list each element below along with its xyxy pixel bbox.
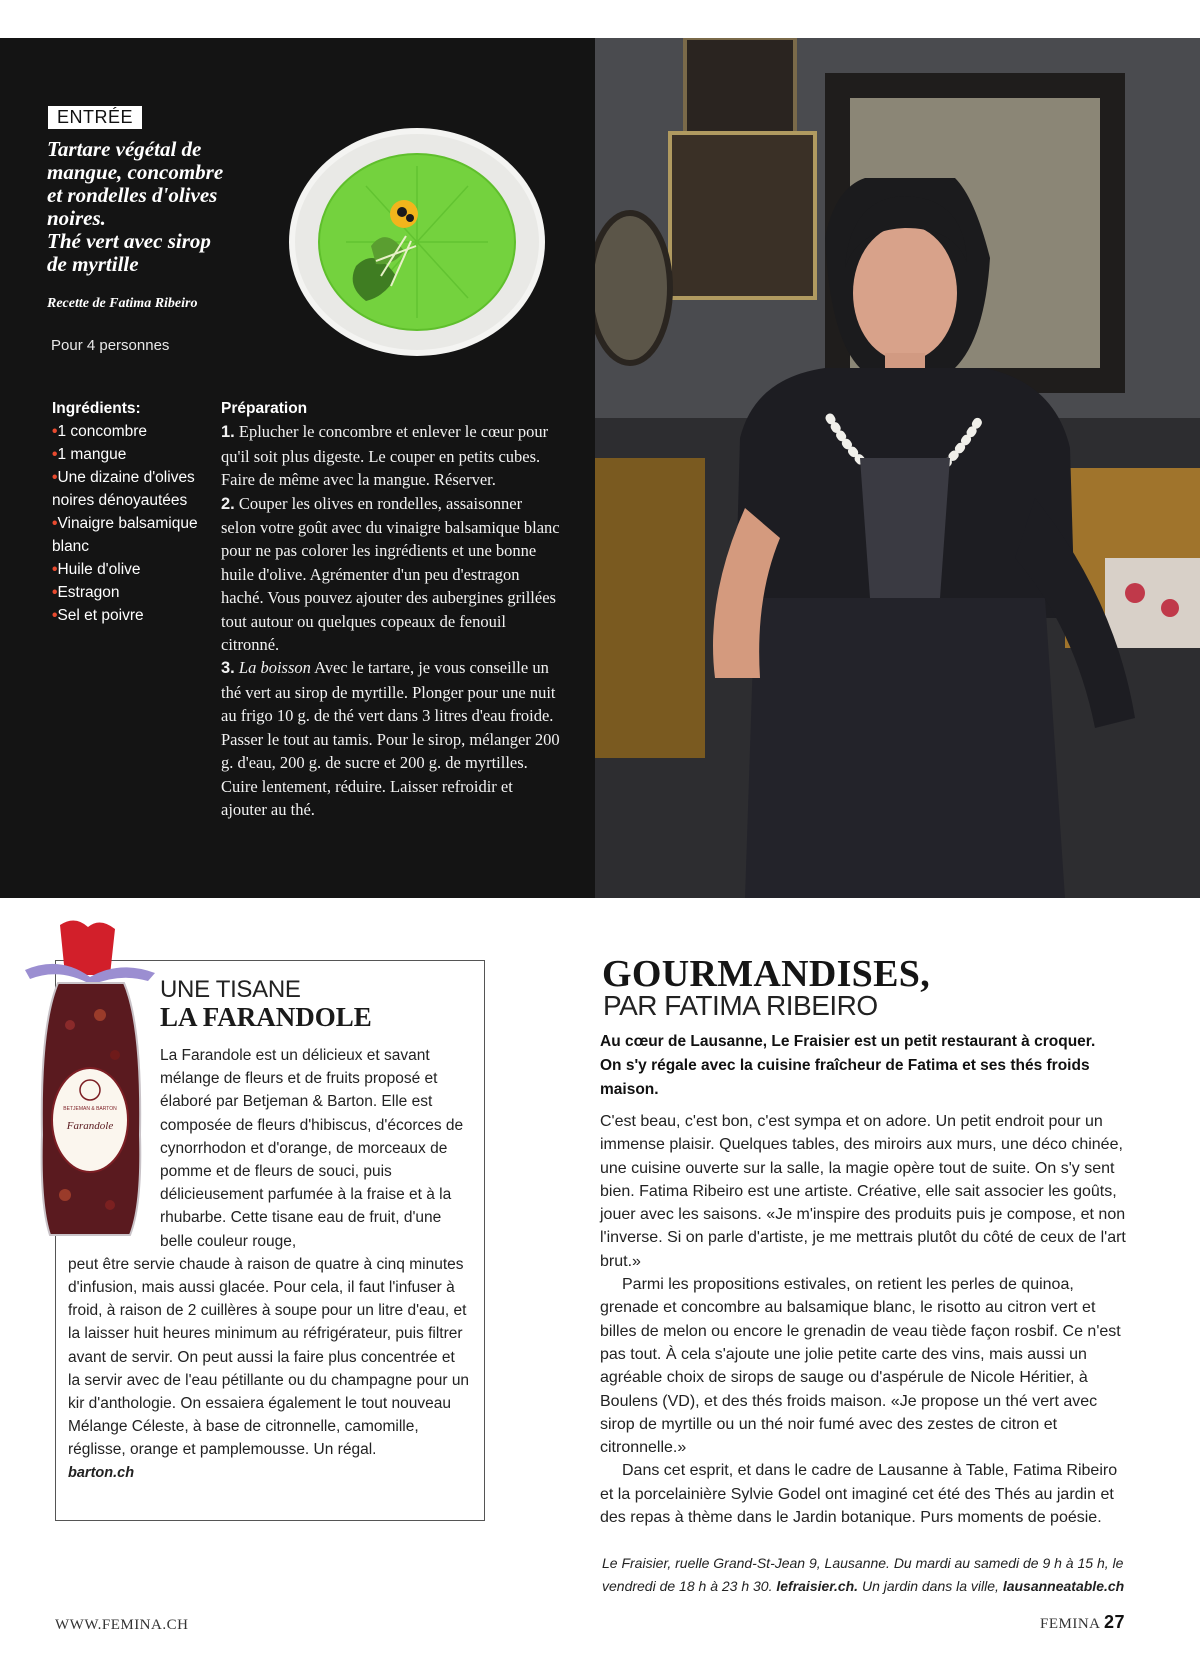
ingredient-item: •Une dizaine d'olives noires dénoyautées [52,469,195,509]
preparation-step: 2. Couper les olives en rondelles, assaisonner selon votre goût avec du vinaigre balsamique blanc pour ne pas colorer les ingrédients et une bonne huile d'olive. Agrémenter d'un peu d'estragon haché. Vous pouvez ajouter des aubergines grillées tout autour ou quelques copeaux de fenouil citronné. [221,493,560,655]
ingredients-heading: Ingrédients: [52,400,141,417]
article-byline: PAR FATIMA RIBEIRO [603,990,878,1021]
sidebar-body-rest: peut être servie chaude à raison de quatre à cinq minutes d'infusion, mais aussi glacée. Pour cela, il faut l'infuser à froid, à raison de 2 cuillères à soupe pour un litre d'eau, et la laisser huit heures minimum au réfrigérateur, puis filtrer avant de servir. On peut aussi la faire plus concentrée et la servir avec de l'eau pétillante ou du champagne pour un kir d'anthologie. On essaiera également le tout nouveau Mélange Céleste, à base de citronnelle, camomille, réglisse, orange et pamplemousse. Un régal. [68,1255,470,1459]
article-paragraph: C'est beau, c'est bon, c'est sympa et on adore. Un petit endroit pour un immense plaisir. Quelques tables, des miroirs aux murs, une déco chinée, une cuisine ouverte sur la salle, la magie opère tout de suite. On s'y sent bien. Fatima Ribeiro est une artiste. Créative, elle sait associer les goûts, jouer avec les saisons. «Je m'inspire des produits puis je compose, et non l'inverse. Si on parle d'artiste, je me mettrais plutôt du côté de ceux de l'art brut.» [600,1113,1126,1270]
footer-folio [1040,1612,1125,1633]
ingredient-item: •1 mangue [52,446,127,463]
article-body [600,1110,1130,1529]
dish-plate-photo [286,126,548,358]
ingredient-item: •Vinaigre balsamique blanc [52,515,198,555]
article-lead: Au cœur de Lausanne, Le Fraisier est un petit restaurant à croquer. On s'y régale avec la cuisine fraîcheur de Fatima et ses thés froids maison. [600,1033,1096,1098]
footer-website[interactable]: WWW.FEMINA.CH [55,1617,189,1633]
preparation-step: 1. Eplucher le concombre et enlever le cœur pour qu'il soit plus digeste. Le couper en petits cubes. Faire de même avec la mangue. Réserver. [221,422,549,490]
sidebar-kicker: UNE TISANE [160,976,301,1003]
bullet-icon: • [52,584,58,601]
article-paragraph: Parmi les propositions estivales, on retient les perles de quinoa, grenade et concombre au balsamique blanc, le risotto au citron vert et billes de melon ou encore le grenadin de veau tiède façon rosbif. Ce n'est pas tout. À cela s'ajoute une jolie petite carte des vins, mais aussi un agréable choix de sirops de sauge ou d'aspérule de Nicole Héritier, à Boulens (VD), et des thés froids maison. «Je propose un thé vert avec sirop de myrtille ou un thé noir fumé avec des zestes de citron et citronnelle.» [600,1276,1121,1457]
recipe-title-line: et rondelles d'olives [47,183,218,207]
ingredient-item: •Sel et poivre [52,607,144,624]
preparation-heading: Préparation [221,400,308,417]
recipe-title-line: mangue, concombre [47,160,224,184]
ingredient-item: •1 concombre [52,423,148,440]
footer-magazine-name: FEMINA [1040,1616,1100,1632]
recipe-title-line: Thé vert avec sirop [47,229,211,253]
article-paragraph: Dans cet esprit, et dans le cadre de Lausanne à Table, Fatima Ribeiro et la porcelainière Sylvie Godel ont imaginé cet été des Thés au jardin et des repas à thème dans le Jardin botanique. Purs moments de poésie. [600,1462,1118,1527]
article-title: GOURMANDISES, [602,953,930,995]
recipe-author: Recette de Fatima Ribeiro [47,296,198,311]
ingredients-list [52,397,202,627]
sidebar-body-indented: La Farandole est un délicieux et savant mélange de fleurs et de fruits proposé et élaboré par Betjeman & Barton. Elle est composée de fleurs d'hibiscus, d'écorces de cynorrhodon et d'orange, de morceaux de pomme et de fleurs de souci, puis délicieusement parfumée à la fraise et à la rhubarbe. Cette tisane eau de fruit, d'une belle couleur rouge, [160,1047,464,1250]
sidebar-body [68,1044,470,1485]
bullet-icon: • [52,607,58,624]
bullet-icon: • [52,561,58,578]
recipe-title [47,138,287,276]
chef-portrait-illustration [595,38,1200,898]
restaurant-website-link[interactable]: lefraisier.ch. [776,1578,859,1594]
recipe-category-tag: ENTRÉE [48,106,142,129]
tea-bag-label: Farandole [66,1120,114,1132]
preparation-section [221,397,561,821]
bullet-icon: • [52,515,58,532]
bullet-icon: • [52,469,58,486]
page-number: 27 [1103,1612,1125,1632]
restaurant-info: Le Fraisier, ruelle Grand-St-Jean 9, Lausanne. Du mardi au samedi de 9 h à 15 h, le vendredi de 18 h à 23 h 30. lefraisier.ch. Un jardin dans la ville, lausanneatable.ch [602,1555,1125,1594]
event-website-link[interactable]: lausanneatable.ch [1002,1578,1125,1594]
recipe-title-line: noires. [47,206,106,230]
bullet-icon: • [52,446,58,463]
chef-portrait-photo [595,38,1200,898]
ingredient-item: •Huile d'olive [52,561,141,578]
sidebar-website-link[interactable]: barton.ch [68,1464,135,1481]
sidebar-title: LA FARANDOLE [160,1002,372,1032]
preparation-step: 3. La boisson Avec le tartare, je vous conseille un thé vert au sirop de myrtille. Plonger pour une nuit au frigo 10 g. de thé vert dans 3 litres d'eau froide. Passer le tout au tamis. Pour le sirop, mélanger 200 g. d'eau, 200 g. de sucre et 200 g. de myrtilles. Cuire lentement, réduire. Laisser refroidir et ajouter au thé. [221,658,560,819]
bullet-icon: • [52,423,58,440]
recipe-servings: Pour 4 personnes [51,337,170,354]
recipe-title-line: Tartare végétal de [47,137,202,161]
ingredient-item: •Estragon [52,584,120,601]
tea-bag-brand: BETJEMAN & BARTON [63,1106,117,1112]
recipe-title-line: de myrtille [47,252,139,276]
